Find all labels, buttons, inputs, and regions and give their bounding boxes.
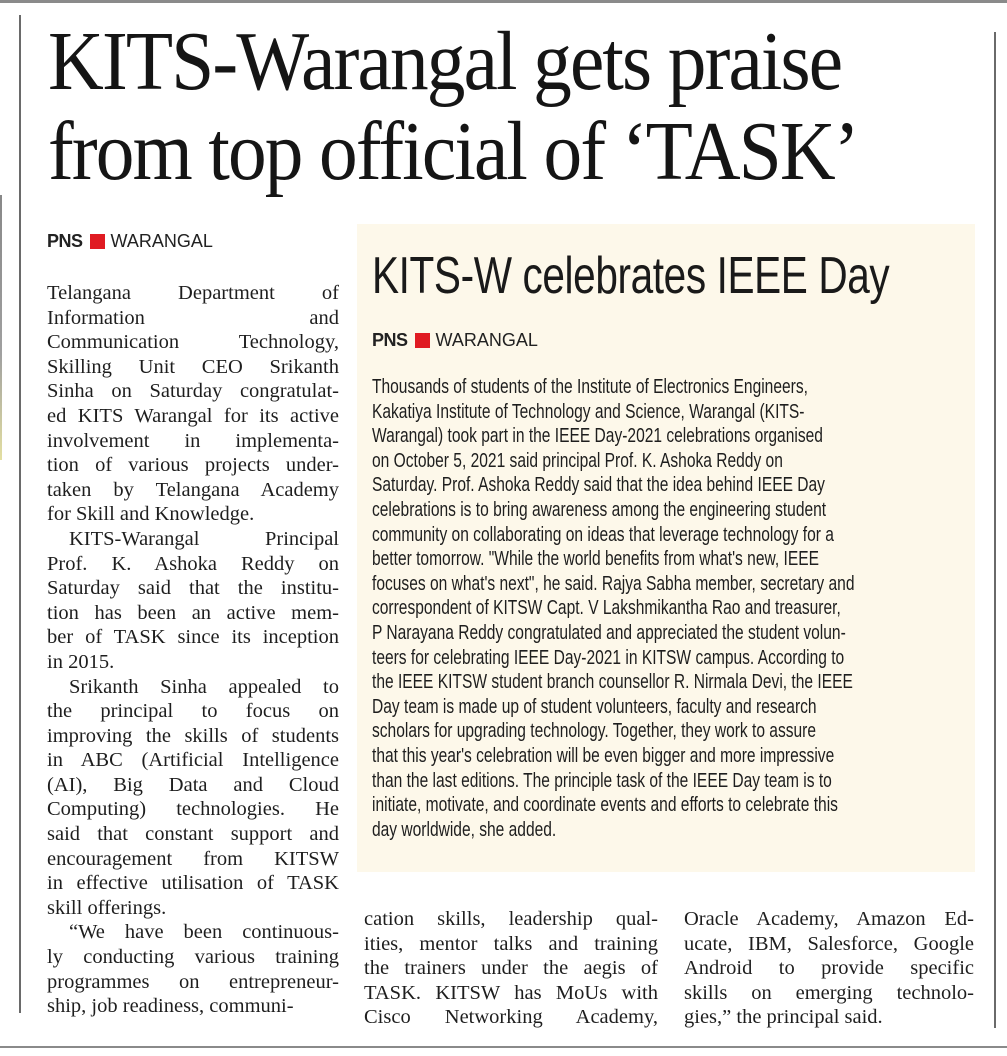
right-column-rule xyxy=(994,32,996,1028)
text-line: correspondent of KITSW Capt. V Lakshmikantha Rao and treasurer, xyxy=(372,597,841,620)
text-line: initiate, motivate, and coordinate events and efforts to celebrate this xyxy=(372,794,838,817)
text-line: ly conducting various training xyxy=(47,946,339,969)
text-line: teers for celebrating IEEE Day-2021 in KITSW campus. According to xyxy=(372,646,845,669)
text-line: ed KITS Warangal for its active xyxy=(47,404,339,427)
text-line: involvement in implementa- xyxy=(47,429,339,452)
text-line: for Skill and Knowledge. xyxy=(47,503,255,526)
text-line: Saturday said that the institu- xyxy=(47,577,339,600)
text-line: better tomorrow. "While the world benefits from what's new, IEEE xyxy=(372,548,819,571)
text-line: said that constant support and xyxy=(47,823,339,846)
text-line: KITS-Warangal Principal xyxy=(69,527,339,550)
headline-line: KITS-Warangal gets praise xyxy=(48,15,842,108)
text-line: community on collaborating on ideas that leverage technology for a xyxy=(372,523,834,546)
text-line: P Narayana Reddy congratulated and appreciated the student volun- xyxy=(372,621,846,644)
dateline-agency: PNS xyxy=(372,330,408,350)
text-line: TASK. KITSW has MoUs with xyxy=(364,981,658,1004)
text-line: improving the skills of students xyxy=(47,724,339,747)
text-line: day worldwide, she added. xyxy=(372,818,557,841)
boxed-article-dateline xyxy=(372,330,538,351)
main-article-middle-column xyxy=(364,907,658,1030)
text-line: Android to provide specific xyxy=(684,957,974,980)
boxed-article-title: KITS-W celebrates IEEE Day xyxy=(372,247,890,305)
text-line: the trainers under the aegis of xyxy=(364,957,658,980)
headline-line: from top official of ‘TASK’ xyxy=(48,105,858,198)
text-line: Warangal) took part in the IEEE Day-2021 celebrations organised xyxy=(372,425,823,448)
text-line: focuses on what's next", he said. Rajya Sabha member, secretary and xyxy=(372,572,855,595)
left-column-rule xyxy=(19,15,21,1013)
text-line: (AI), Big Data and Cloud xyxy=(47,773,339,796)
adjacent-page-edge xyxy=(0,195,2,460)
text-line: Oracle Academy, Amazon Ed- xyxy=(684,908,974,930)
text-line: Communication Technology, xyxy=(47,331,339,354)
text-line: than the last editions. The principle task of the IEEE Day team is to xyxy=(372,769,832,792)
text-line: skill offerings. xyxy=(47,896,167,919)
text-line: Skilling Unit CEO Srikanth xyxy=(47,355,339,378)
text-line: tion of various projects under- xyxy=(47,454,339,477)
text-line: encouragement from KITSW xyxy=(47,847,339,870)
main-article-right-column xyxy=(684,907,974,1030)
text-line: Telangana Department of xyxy=(47,282,339,304)
main-dateline xyxy=(47,231,213,252)
text-line: programmes on entrepreneur- xyxy=(47,970,339,993)
text-line: Prof. K. Ashoka Reddy on xyxy=(47,552,339,575)
text-line: Srikanth Sinha appealed to xyxy=(69,675,339,698)
text-line: “We have been continuous- xyxy=(69,921,339,944)
text-line: Saturday. Prof. Ashoka Reddy said that the idea behind IEEE Day xyxy=(372,474,825,497)
main-headline xyxy=(48,15,904,198)
boxed-article-body xyxy=(372,375,963,842)
text-line: Thousands of students of the Institute of Electronics Engineers, xyxy=(372,376,808,398)
text-line: in ABC (Artificial Intelligence xyxy=(47,749,339,772)
text-line: Cisco Networking Academy, xyxy=(364,1006,658,1029)
bottom-rule xyxy=(0,1046,1007,1048)
text-line: ucate, IBM, Salesforce, Google xyxy=(684,932,974,955)
text-line: in 2015. xyxy=(47,650,115,673)
text-line: Computing) technologies. He xyxy=(47,798,339,821)
boxed-article xyxy=(357,224,975,872)
text-line: ities, mentor talks and training xyxy=(364,932,658,955)
text-line: Information and xyxy=(47,306,339,329)
text-line: cation skills, leadership qual- xyxy=(364,908,658,930)
text-line: in effective utilisation of TASK xyxy=(47,872,339,895)
text-line: that this year's celebration will be even bigger and more impressive xyxy=(372,744,835,767)
text-line: Day team is made up of student volunteers, faculty and research xyxy=(372,695,817,718)
text-line: scholars for upgrading technology. Together, they work to assure xyxy=(372,720,817,743)
dateline-place: WARANGAL xyxy=(110,231,213,251)
top-rule xyxy=(0,0,1007,3)
text-line: the principal to focus on xyxy=(47,700,339,723)
text-line: skills on emerging technolo- xyxy=(684,981,974,1004)
text-line: the IEEE KITSW student branch counsellor R. Nirmala Devi, the IEEE xyxy=(372,671,853,694)
dateline-place: WARANGAL xyxy=(435,330,538,350)
text-line: celebrations is to bring awareness among the engineering student xyxy=(372,498,827,521)
dateline-agency: PNS xyxy=(47,231,83,251)
text-line: gies,” the principal said. xyxy=(684,1006,883,1029)
text-line: tion has been an active mem- xyxy=(47,601,339,624)
text-line: Sinha on Saturday congratulat- xyxy=(47,380,339,403)
red-square-icon xyxy=(415,333,430,348)
main-article-left-column xyxy=(47,281,339,1019)
text-line: Kakatiya Institute of Technology and Science, Warangal (KITS- xyxy=(372,400,805,423)
text-line: ship, job readiness, communi- xyxy=(47,995,294,1018)
text-line: on October 5, 2021 said principal Prof. K. Ashoka Reddy on xyxy=(372,449,783,472)
red-square-icon xyxy=(90,234,105,249)
text-line: taken by Telangana Academy xyxy=(47,478,339,501)
text-line: ber of TASK since its inception xyxy=(47,626,339,649)
